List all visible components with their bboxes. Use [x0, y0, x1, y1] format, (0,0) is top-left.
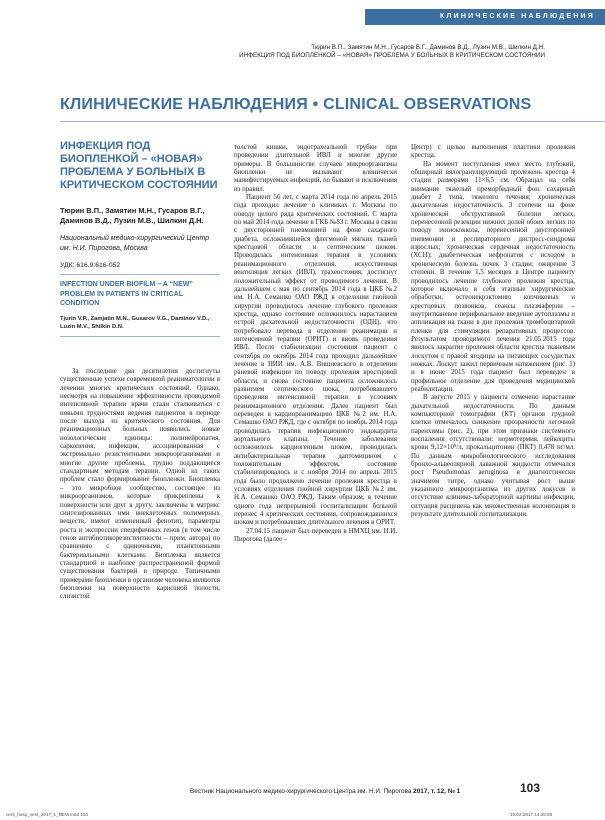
running-head-title: ИНФЕКЦИЯ ПОД БИОПЛЕНКОЙ – «НОВАЯ» ПРОБЛЕМА У БОЛЬНЫХ В КРИТИЧЕСКОМ СОСТОЯНИИ	[239, 52, 545, 60]
journal-issue: 2017, т. 12, № 1	[413, 788, 461, 795]
divider	[60, 274, 220, 275]
paragraph: На момент поступления имел место глубокий, обширный вялогранулирующий пролежень крестца 4 стадии размерами 11×6,5 см. Обращал на себя внимание тяжелый преморбидный фон: сахарный диабет 2 типа, тяжелого течения; хроническая дыхательная недостаточность 3 степени на фоне хронической обструктивной болезни легких, перенесенной резекции нижних долей обоих легких по поводу эхинококкоза, перенесенной двусторонней пневмонии и респираторного дистресс-синдрома взрослых; хроническая сердечная недостаточность (ХСН); диабетическая нефропатия с исходом в хроническую болезнь почек 3 стадии; ожирение 3 степени. В течение 1,5 месяцев в Центре пациенту проводилось лечение глубокого пролежня крестца, которое включало в себя этапные хирургические обработки, остеонекрэктомию копчиковых и крестцовых позвонков, сеансы плазмаферии – внутритканевое перифокальное введение аутоплазмы и аппликация на ткани в дне пролежня тромбоцитарной пленки для стимуляции репаративных процессов. Результатом проводимого лечения 21.05.2015 года явилось закрытие пролежня области крестца тканевым лоскутом с правой ягодицы на питающих сосудистых ножках. Лоскут зажил первичным натяжением (рис. 1) и в июне 2015 года пациент был переведен в профильное отделение для проведения медицинской реабилитации.	[411, 160, 575, 393]
paragraph: толстой кишки, эндотрахеальной трубки при проведении длительной ИВЛ и многие другие примеры. В большинстве случаев микроорганизмы биопленки не вызывают клинически манифестируемых инфекций, по бывают и исключения из правил.	[234, 144, 397, 193]
paragraph: Центр) с целью выполнения пластики пролежня крестца.	[411, 144, 575, 160]
body-column-2	[234, 144, 397, 545]
running-head-authors: Тюрин В.П., Замятин М.Н., Гусаров В.Г., Даминов В.Д., Лузин М.В., Шилкин Д.Н.	[311, 44, 545, 51]
journal-name: Вестник Национального медико-хирургического Центра им. Н.И. Пирогова	[190, 788, 412, 795]
article-title: ИНФЕКЦИЯ ПОД БИОПЛЕНКОЙ – «НОВАЯ» ПРОБЛЕМА У БОЛЬНЫХ В КРИТИЧЕСКОМ СОСТОЯНИИ	[60, 140, 218, 191]
running-head	[125, 44, 545, 60]
udc-code: УДК: 616.9:616-052	[60, 262, 121, 269]
divider	[60, 336, 220, 337]
article-authors-en: Tjurin V.P., Zamjatin M.N., Gusarov V.G., Daminov V.D., Luzin M.V., Shilkin D.N.	[60, 315, 210, 330]
body-column-1	[60, 368, 220, 602]
article-affiliation: Национальный медико-хирургический Центр им. Н.И. Пирогова, Москва	[60, 235, 210, 252]
paragraph: 27.04.15 пациент был переведен в НМХЦ им. Н.И. Пирогова (далее –	[234, 527, 397, 544]
article-authors: Тюрин В.П., Замятин М.Н., Гусаров В.Г., Даминов В.Д., Лузин М.В., Шилкин Д.Н.	[60, 206, 205, 225]
print-info-date: 10.02.2017 14:36:55	[510, 812, 553, 817]
section-title-ru: КЛИНИЧЕСКИЕ НАБЛЮДЕНИЯ	[60, 96, 308, 113]
paragraph: Пациент 56 лет, с марта 2014 года по апрель 2015 года проходил лечение в клиниках г. Москвы по поводу целого ряда критических состояний. С марта по май 2014 года лечение в ГКБ №83 г. Москвы в связи с двусторонней пневмонией на фоне сахарного диабета, осложнившейся флегмоной мягких тканей крестцовой области и септическим шоком. Проводилась интенсивная терапия в условиях реанимационного отделения, искусственная вентиляция легких (ИВЛ), трахеостомия, достигнут положительный эффект от проводимого лечения. В дальнейшем с мая по сентябрь 2014 года в ЦКБ №2 им. Н.А. Семашко ОАО РЖД в отделении гнойной хирургии проводилось лечение глубокого пролежня крестца, однако состояние осложнилось нарастанием острой дыхательной недостаточности (ОДН), что потребовало перевода в отделение реанимации и интенсивной терапии (ОРИТ) и вновь проведения ИВЛ. После стабилизации состояния пациент с сентября по октябрь 2014 года проходил дальнейшее лечение в НИИ им. А.В. Вишневского в отделении раневой инфекции по поводу пролежня крестцовой области, и снова состояние пациента осложнилось развитием септического шока, потребовавшего проведения интенсивной терапии в условиях реанимационного отделения. Далее пациент был переведен в кардиореанимацию ЦКБ №2 им. Н.А. Семашко ОАО РЖД, где с октября по ноябрь 2014 года проводилась терапия инфекционного эндокардита аортального клапана. Течение заболевания осложнилось кардиогенным шоком, проводилась антибактериальная терапия даптомицином с положительным эффектом, состояние стабилизировалось и с ноября 2014 по апрель 2015 года было продолжено лечение пролежня крестца в условиях отделения гнойной хирургии ЦКБ №2 им. Н.А. Семашко ОАО РЖД. Таким образом, в течение одного года непрерывной госпитализации больной перенес 4 критических состояния, сопровождавшихся шоком и потребовавших длительного лечения в ОРИТ.	[234, 194, 397, 527]
paragraph: В августе 2015 у пациента отмечено нарастание дыхательной недостаточности. По данным компьютерной томографии (КТ) органов грудной клетки отмечалось снижение прозрачности легочной паренхимы (рис. 2), при этом признаки системного воспаления отсутствовали: нормотермия, лейкоциты крови 9,12×10⁹/л, прокальцитонин (ПКТ) 0,478 нг/мл. По данным микробиологического исследования бронхо-альвеолярной лаважной жидкости отмечался рост Pseudomonas aeruginosa в диагностически значимом титре, однако учитывая рост выше указанного микроорганизма из других локусов и отсутствие клинико-лабораторной картины инфекции, ситуация расценена как множественная колонизация в результате длительной госпитализации.	[411, 394, 575, 519]
body-column-3	[411, 144, 575, 519]
footer-journal	[190, 788, 460, 795]
article-header	[60, 140, 220, 337]
paragraph: За последние два десятилетия достигнуты существенные успехи современной реаниматологии в лечении многих критических состояний. Однако, несмотря на повышение эффективности проводимой интенсивной терапии врачи стали сталкиваться с новыми трудностями ведения пациентов в периоде после выхода из критического состояния. Для реанимационных больных появились новые нозологические единицы: полинейропатия, саркопения, инфекция, ассоциированная с экстремально резистентными микроорганизмами и многие другие проблемы, трудно поддающиеся стандартным методам терапии. Одной из таких проблем стало формирование биопленки. Биопленка – это микробное сообщество, состоящее из микроорганизмов, которые прикреплены к поверхности или друг к другу, заключены в матрикс синтезированных ими внеклеточных полимерных веществ, имеют измененный фенотип, параметры роста и экспрессии специфичных генов (в том числе генов антибиотикорезистентности – прим. автора) по сравнению с одиночными, планктонными бактериальными клетками. Биопленка является стандартной и наиболее распространенной формой существования бактерий в природе. Типичными примерами биопленки в организме человека являются биопленки на поверхности кариозной полости, слизистой	[60, 368, 220, 601]
section-title-en: CLINICAL OBSERVATIONS	[323, 96, 532, 113]
section-title	[60, 96, 580, 114]
section-rule	[60, 121, 605, 122]
section-separator: •	[307, 96, 324, 113]
page-number: 103	[520, 781, 541, 795]
print-info-file: cent_hosp_vest_2017_1_NEW.indd 103	[6, 812, 88, 817]
section-band: КЛИНИЧЕСКИЕ НАБЛЮДЕНИЯ	[365, 9, 605, 25]
article-title-en: INFECTION UNDER BIOFILM – A “NEW” PROBLEM IN PATIENTS IN CRITICAL CONDITION	[60, 281, 193, 307]
